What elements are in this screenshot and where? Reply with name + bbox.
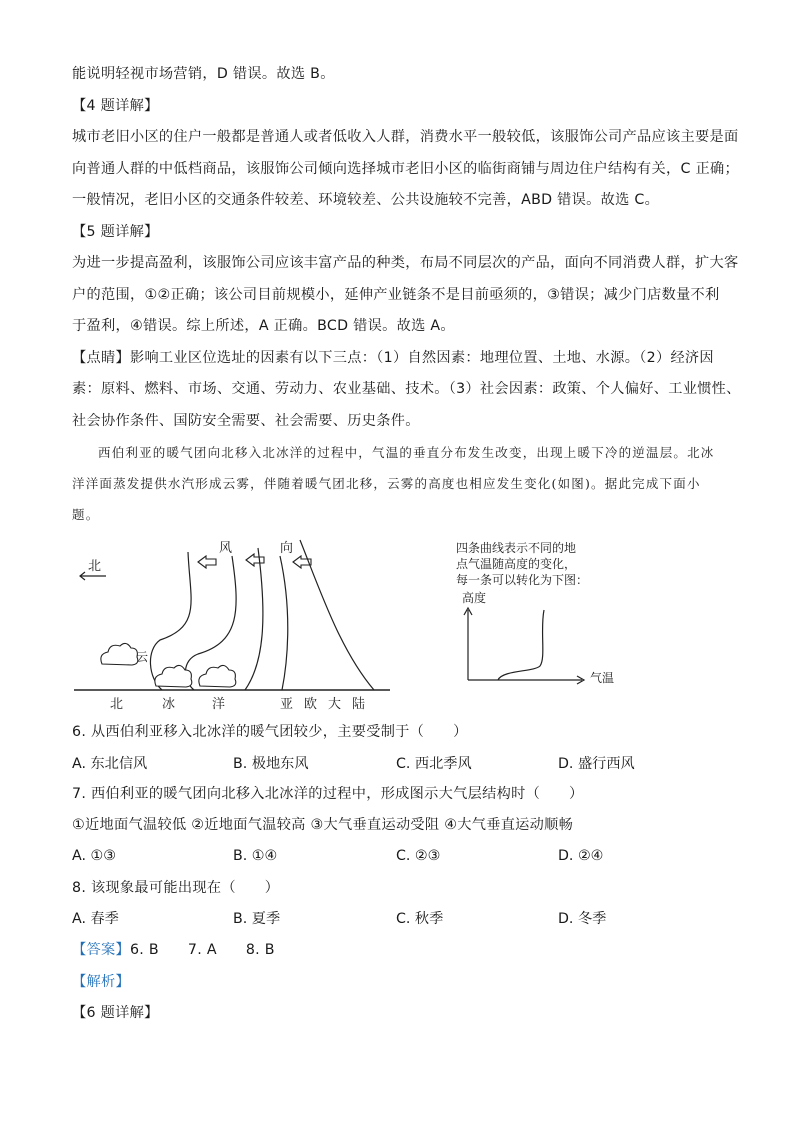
bottom-label: 冰 (162, 697, 176, 712)
analysis-label: 【解析】 (72, 974, 130, 990)
cloud-icon (199, 665, 236, 687)
bottom-label: 亚 (280, 697, 294, 712)
question-8-option-d: D. 冬季 (558, 911, 607, 927)
mini-curve (498, 610, 544, 680)
temp-curve-4 (280, 556, 288, 690)
text-line: 素：原料、燃料、市场、交通、劳动力、农业基础、技术。（3）社会因素：政策、个人偏好、工业惯性、 (72, 381, 741, 397)
text-line: 为进一步提高盈利，该服饰公司应该丰富产品的种类，布局不同层次的产品，面向不同消费人群，扩大客 (72, 255, 739, 271)
question-6-stem: 6. 从西伯利亚移入北冰洋的暖气团较少，主要受制于（ ） (72, 724, 468, 740)
wind-arrow-2 (246, 554, 264, 566)
question-8-option-a: A. 春季 (72, 911, 119, 927)
question-6-option-c: C. 西北季风 (396, 756, 472, 772)
question-8-option-b: B. 夏季 (233, 911, 281, 927)
question-7-stem: 7. 西伯利亚的暖气团向北移入北冰洋的过程中，形成图示大气层结构时（ ） (72, 786, 584, 802)
figure-note-line: 每一条可以转化为下图： (456, 573, 589, 587)
bottom-label: 洋 (212, 697, 226, 712)
answer-line (72, 940, 275, 960)
text-line: 一般情况，老旧小区的交通条件较差、环境较差、公共设施较不完善，ABD 错误。故选 C。 (72, 192, 660, 208)
figure-note-line: 四条曲线表示不同的地 (456, 541, 577, 555)
question-7-option-c: C. ②③ (396, 848, 441, 864)
question-7-option-a: A. ①③ (72, 848, 116, 864)
question-6-option-d: D. 盛行西风 (558, 756, 635, 772)
temp-curve-3 (245, 548, 263, 690)
wind-arrow-1 (198, 556, 216, 568)
bottom-label: 陆 (352, 697, 366, 712)
figure-note-line: 点气温随高度的变化， (456, 557, 577, 571)
answer-values: 6. B 7. A 8. B (129, 942, 275, 958)
y-axis-label: 高度 (462, 591, 487, 605)
question-8-stem: 8. 该现象最可能出现在（ ） (72, 880, 280, 896)
text-line: 户的范围，①②正确；该公司目前规模小，延伸产业链条不是目前亟须的，③错误；减少门店数量不利 (72, 287, 720, 303)
answer-label: 【答案】 (72, 942, 130, 958)
north-label: 北 (88, 559, 102, 574)
text-line: 社会协作条件、国防安全需要、社会需要、历史条件。 (72, 413, 420, 429)
figure-airmass-diagram (70, 530, 630, 720)
cloud-icon (101, 643, 138, 665)
question-6-option-b: B. 极地东风 (233, 756, 309, 772)
question-6-option-a: A. 东北信风 (72, 756, 148, 772)
wind-label-1: 风 (219, 541, 233, 556)
bottom-label: 欧 (304, 697, 318, 712)
section-heading-4: 【4 题详解】 (72, 98, 159, 114)
text-line: 向普通人群的中低档商品，该服饰公司倾向选择城市老旧小区的临街商铺与周边住户结构有关，C 正确； (72, 161, 739, 177)
bottom-label: 北 (110, 697, 124, 712)
section-heading-6: 【6 题详解】 (72, 1005, 159, 1021)
text-line: 能说明轻视市场营销，D 错误。故选 B。 (72, 66, 335, 82)
question-7-option-d: D. ②④ (558, 848, 604, 864)
tip-line: 【点睛】影响工业区位选址的因素有以下三点：（1）自然因素：地理位置、土地、水源。（2）经济因 (72, 350, 714, 366)
x-axis-label: 气温 (590, 671, 615, 685)
text-line: 于盈利，④错误。综上所述，A 正确。BCD 错误。故选 A。 (72, 318, 455, 334)
section-heading-5: 【5 题详解】 (72, 224, 159, 240)
question-7-option-b: B. ①④ (233, 848, 278, 864)
wind-label-2: 向 (280, 541, 294, 556)
question-intro: 西伯利亚的暖气团向北移入北冰洋的过程中，气温的垂直分布发生改变，出现上暖下冷的逆温层。北冰洋洋面蒸发提供水汽形成云雾，伴随着暖气团北移，云雾的高度也相应发生变化(如图)。据此完成下面小题。 (72, 445, 715, 522)
text-line: 城市老旧小区的住户一般都是普通人或者低收入人群，消费水平一般较低，该服饰公司产品应该主要是面 (72, 129, 739, 145)
question-8-option-c: C. 秋季 (396, 911, 444, 927)
bottom-label: 大 (328, 697, 342, 712)
question-7-statements: ①近地面气温较低 ②近地面气温较高 ③大气垂直运动受阻 ④大气垂直运动顺畅 (72, 817, 574, 833)
cloud-label: 云 (136, 650, 149, 664)
